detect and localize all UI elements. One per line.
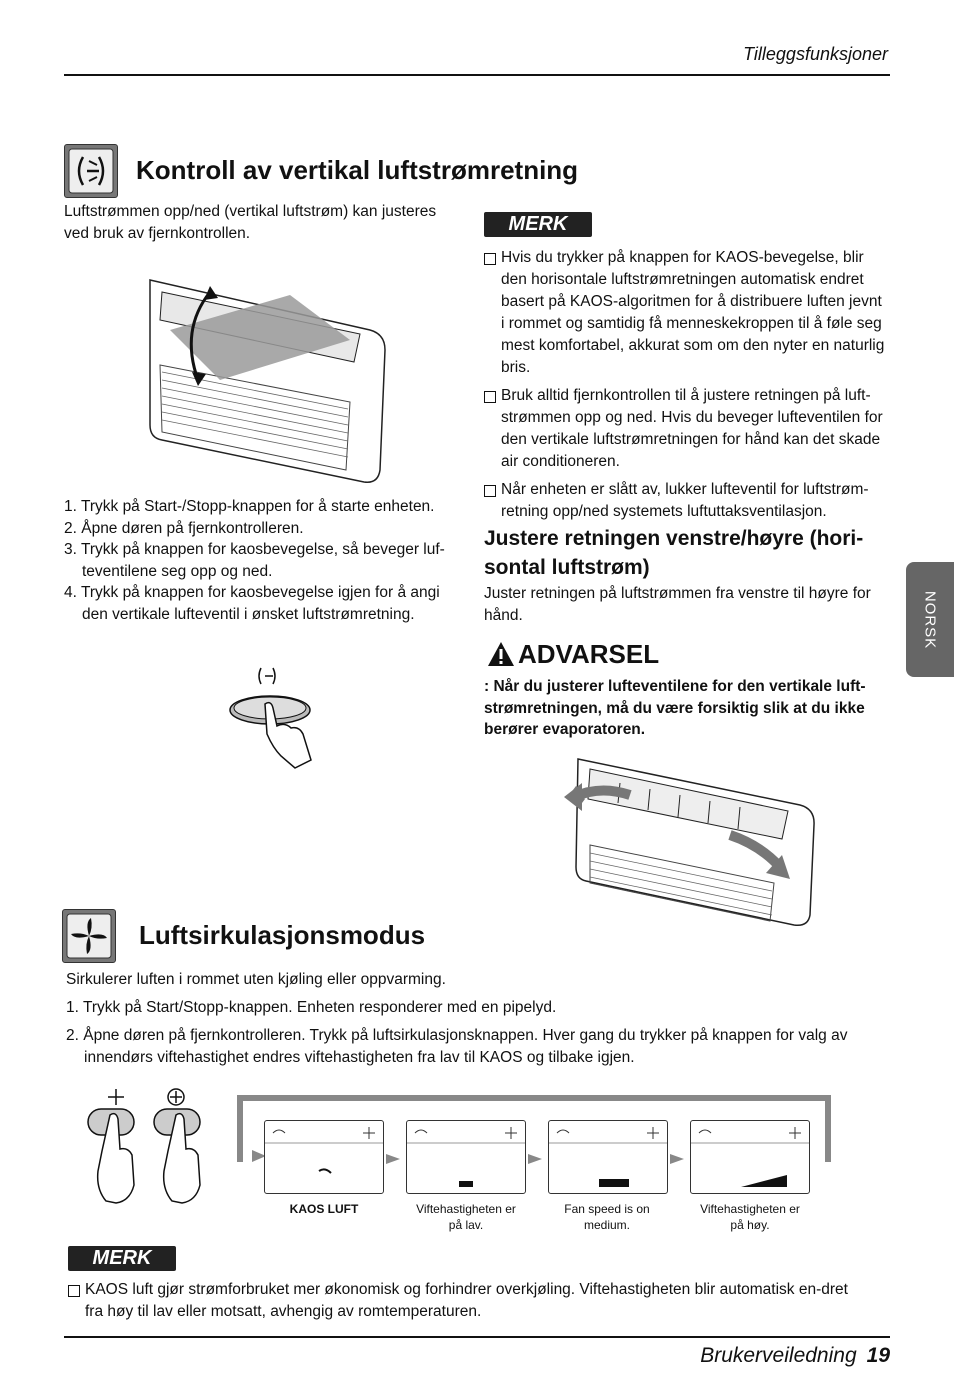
display-caption: Viftehastigheten er på lav. <box>416 1202 516 1232</box>
note-list <box>68 1279 868 1329</box>
warning-text: : Når du justerer lufteventilene for den vertikale luft-strømretningen, må du være forsiktig slik at du ikke berører evaporatoren. <box>484 678 866 738</box>
header-rule <box>64 74 890 76</box>
horizontal-title: Justere retningen venstre/høyre (hori-sontal luftstrøm) <box>484 527 864 579</box>
display-kaos <box>264 1120 384 1194</box>
vertical-steps <box>64 496 464 625</box>
warning-icon <box>486 640 516 668</box>
list-item: Bruk alltid fjernkontrollen til å justere retningen på luft-strømmen opp og ned. Hvis du beveger lufteventilen for den vertikale luftstrømretningen for hånd kan det skade air conditioneren. <box>484 385 888 473</box>
list-item: 2. Åpne døren på fjernkontrolleren. Trykk på luftsirkulasjonsknappen. Hver gang du trykker på knappen for valg av innendørs viftehastighet endres viftehastigheten fra lav til KAOS og tilbake igjen. <box>66 1027 848 1066</box>
list-item: Når enheten er slått av, lukker lufteventil for luftstrøm-retning opp/ned systemets luftuttaksventilasjon. <box>484 479 888 523</box>
list-item: 2. Åpne døren på fjernkontrolleren. <box>64 519 304 537</box>
list-item: KAOS luft gjør strømforbruket mer økonomisk og forhindrer overkjøling. Viftehastigheten blir automatisk en-dret fra høy til lav eller motsatt, avhengig av romtemperaturen. <box>68 1279 868 1323</box>
vertical-intro: Luftstrømmen opp/ned (vertikal luftstrøm) kan justeres ved bruk av fjernkontrollen. <box>64 203 437 242</box>
circulation-intro: Sirkulerer luften i rommet uten kjøling eller oppvarming. <box>66 971 446 988</box>
warning-title: ADVARSEL <box>518 639 660 669</box>
arrow-icon <box>670 1152 684 1166</box>
display-caption: KAOS LUFT <box>289 1202 359 1216</box>
fan-buttons-illustration <box>80 1085 220 1210</box>
circulation-steps <box>66 997 892 1069</box>
note-list <box>484 247 888 529</box>
display-high <box>690 1120 810 1194</box>
ac-unit-horizontal-illustration <box>560 755 820 930</box>
display-caption: Viftehastigheten er på høy. <box>700 1202 800 1232</box>
fan-icon <box>62 909 116 963</box>
language-tab: NORSK <box>906 562 954 677</box>
footer-rule <box>64 1336 890 1338</box>
list-item: 1. Trykk på Start/Stopp-knappen. Enheten responderer med en pipelyd. <box>66 999 557 1016</box>
list-item: 1. Trykk på Start-/Stopp-knappen for å starte enheten. <box>64 498 435 515</box>
swing-button-illustration <box>225 660 325 770</box>
vertical-swing-icon <box>64 144 118 198</box>
arrow-icon <box>528 1152 542 1166</box>
footer: Brukerveiledning 19 <box>700 1344 890 1367</box>
horizontal-text: Juster retningen på luftstrømmen fra venstre til høyre for hånd. <box>484 585 871 624</box>
list-item: 4. Trykk på knappen for kaosbevegelse igjen for å angi den vertikale lufteventil i ønsket luftstrømretning. <box>64 584 440 623</box>
arrow-icon <box>386 1152 400 1166</box>
list-item: Hvis du trykker på knappen for KAOS-bevegelse, blir den horisontale luftstrømretningen automatisk endret basert på KAOS-algoritmen for å distribuere luften jevnt i rommet og samtidig få menneskekroppen til å føle seg mest komfortabel, akkurat som om den nyter en naturlig bris. <box>484 247 888 379</box>
vertical-title: Kontroll av vertikal luftstrømretning <box>136 155 579 185</box>
display-low <box>406 1120 526 1194</box>
circulation-title: Luftsirkulasjonsmodus <box>139 920 426 950</box>
note-label: MERK <box>68 1246 176 1271</box>
display-caption: Fan speed is on medium. <box>564 1202 650 1232</box>
list-item: 3. Trykk på knappen for kaosbevegelse, så beveger luf-teventilene seg opp og ned. <box>64 541 445 580</box>
page-number: 19 <box>866 1344 890 1367</box>
section-header: Tilleggsfunksjoner <box>743 44 888 64</box>
display-medium <box>548 1120 668 1194</box>
ac-unit-vertical-illustration <box>140 270 390 495</box>
note-label: MERK <box>484 212 592 237</box>
